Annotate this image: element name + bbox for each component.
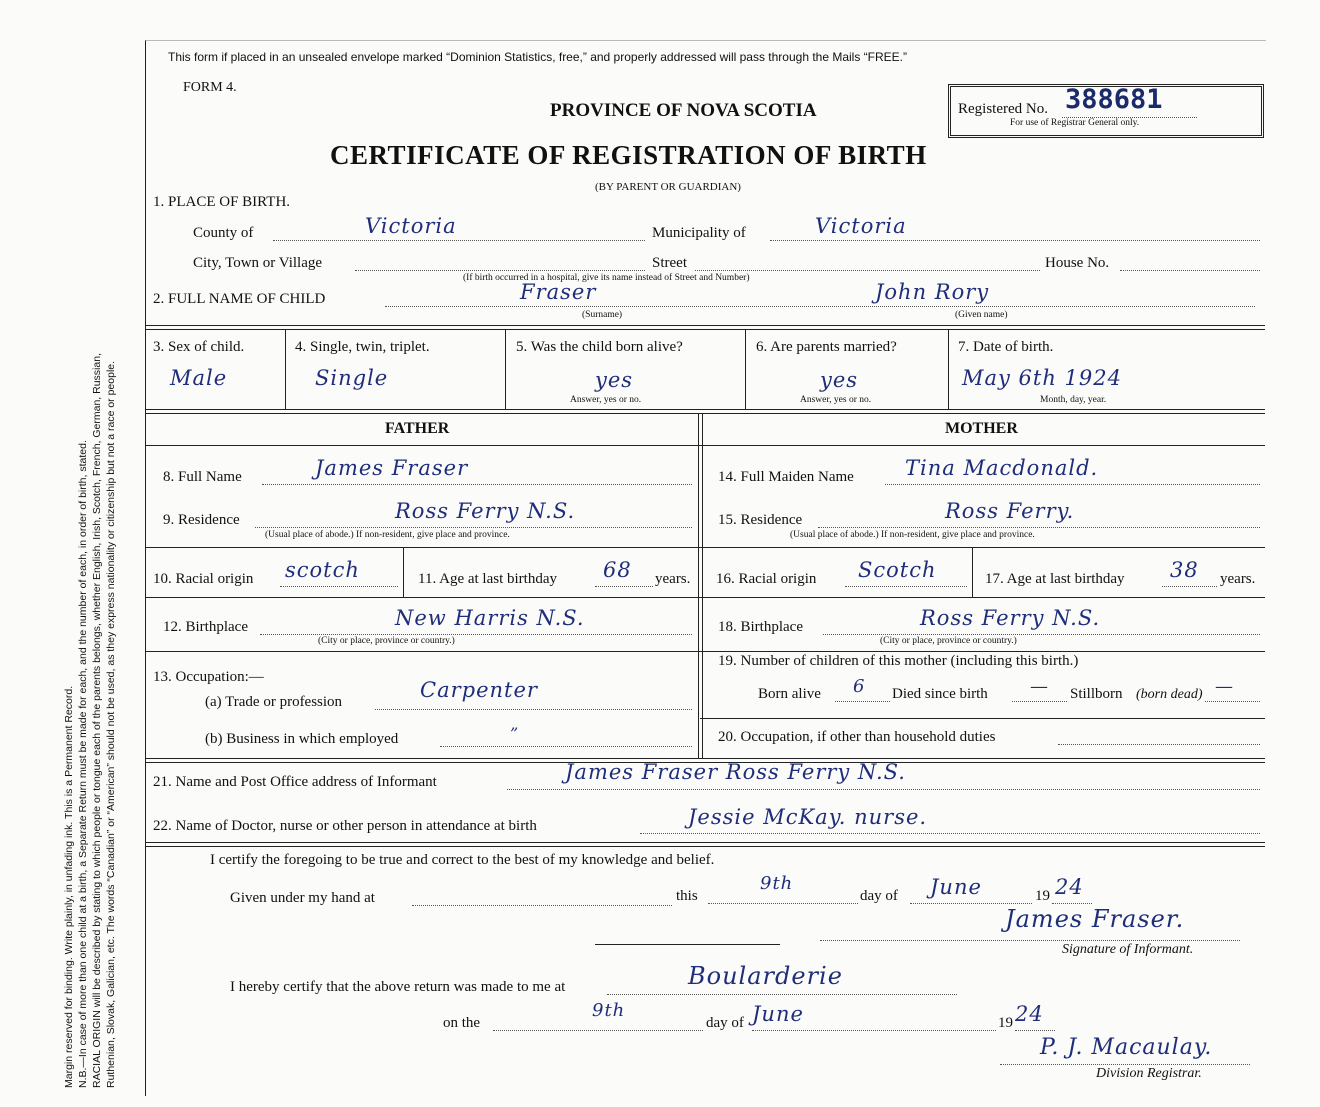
born-alive-value: 6 [853,676,866,697]
child-name-label: 2. FULL NAME OF CHILD [153,291,326,307]
province-title: PROVINCE OF NOVA SCOTIA [550,100,817,121]
county-value: Victoria [365,214,457,238]
married-note: Answer, yes or no. [800,395,872,405]
county-label: County of [193,225,254,241]
city-label: City, Town or Village [193,255,323,271]
father-age-value: 68 [603,558,632,582]
alive-label: 5. Was the child born alive? [516,339,683,355]
registrar-signature: P. J. Macaulay. [1040,1035,1213,1060]
mail-notice: This form if placed in an unsealed envelope marked “Dominion Statistics, free,” and properly addressed will pass through the Mails “FREE.” [168,50,908,64]
registration-place-value: Boularderie [688,962,843,990]
hospital-note: (If birth occurred in a hospital, give its name instead of Street and Number) [463,273,750,283]
father-birthplace-value: New Harris N.S. [395,606,585,630]
signature-label: Signature of Informant. [1062,942,1194,957]
child-given-value: John Rory [875,280,990,304]
registered-number: 388681 [1065,84,1163,115]
alive-value: yes [595,368,634,392]
margin-line-4: Ruthenian, Slovak, Galician, etc. The words “Canadian” or “American” should not be used, as they express nationality or citizenship but not a race or people. [105,360,117,1088]
mother-racial-label: 16. Racial origin [716,571,817,587]
certificate-subtitle: (BY PARENT OR GUARDIAN) [595,181,741,193]
father-birthplace-label: 12. Birthplace [163,619,248,635]
married-value: yes [820,368,859,392]
sex-value: Male [170,366,228,390]
father-heading: FATHER [385,420,450,437]
mother-birthplace-value: Ross Ferry N.S. [920,606,1101,630]
father-age-unit: years. [655,571,691,587]
municipality-label: Municipality of [652,225,746,241]
reg-day-of-label: day of [706,1015,744,1031]
child-surname-value: Fraser [520,280,597,304]
trade-label: (a) Trade or profession [205,694,343,710]
father-residence-value: Ross Ferry N.S. [395,499,576,523]
occupation-label: 13. Occupation:— [153,669,264,685]
day-of-label: day of [860,888,898,904]
cert-day-value: 9th [760,873,794,894]
given-under-label: Given under my hand at [230,890,375,906]
father-name-label: 8. Full Name [163,469,242,485]
father-residence-note: (Usual place of abode.) If non-resident, give place and province. [265,530,510,540]
business-label: (b) Business in which employed [205,731,399,747]
registrar-statement: I hereby certify that the above return was made to me at [230,979,566,995]
father-birthplace-note: (City or place, province or country.) [318,636,455,646]
mother-age-value: 38 [1170,558,1199,582]
cert-year-prefix: 19 [1035,888,1050,904]
informant-signature: James Fraser. [1005,905,1185,933]
mother-racial-value: Scotch [858,558,937,582]
father-racial-value: scotch [285,558,360,582]
doctor-value: Jessie McKay. nurse. [688,805,928,829]
died-label: Died since birth [892,686,988,702]
margin-instructions [62,88,118,1088]
stillborn-value: — [1215,676,1234,697]
registrar-label: Division Registrar. [1096,1066,1202,1081]
municipality-value: Victoria [815,214,907,238]
father-racial-label: 10. Racial origin [153,571,254,587]
informant-label: 21. Name and Post Office address of Informant [153,774,437,790]
cert-month-value: June [930,875,982,899]
street-label: Street [652,255,687,271]
surname-note: (Surname) [582,310,623,320]
mother-name-label: 14. Full Maiden Name [718,469,854,485]
reg-year-value: 24 [1015,1002,1044,1026]
form-number: FORM 4. [183,80,237,95]
certificate-title: CERTIFICATE OF REGISTRATION OF BIRTH [330,140,927,170]
mother-occupation-label: 20. Occupation, if other than household duties [718,729,996,745]
doctor-label: 22. Name of Doctor, nurse or other person in attendance at birth [153,818,537,834]
business-value: ” [510,724,520,743]
born-alive-label: Born alive [758,686,821,702]
reg-day-value: 9th [592,1000,626,1021]
married-label: 6. Are parents married? [756,339,897,355]
mother-residence-value: Ross Ferry. [945,499,1075,523]
alive-note: Answer, yes or no. [570,395,642,405]
dob-label: 7. Date of birth. [958,339,1054,355]
died-value: — [1030,676,1049,697]
registrar-note: For use of Registrar General only. [1010,118,1140,128]
father-name-value: James Fraser [315,456,469,480]
margin-line-3: RACIAL ORIGIN will be described by stating to which people or tongue each of the parents belongs, whether English, Irish, Scotch, French, German, Russian, [91,353,103,1088]
margin-line-2: N.B.—In case of more than one child at a birth, a Separate Return must be made for each, and the number of each, in order of birth, stated. [77,440,89,1088]
place-of-birth-label: 1. PLACE OF BIRTH. [153,194,291,210]
stillborn-note: (born dead) [1136,687,1203,702]
cert-year-value: 24 [1055,875,1084,899]
dob-note: Month, day, year. [1040,395,1107,405]
reg-year-prefix: 19 [998,1015,1013,1031]
mother-age-label: 17. Age at last birthday [985,571,1125,587]
reg-month-value: June [752,1002,804,1026]
mother-age-unit: years. [1220,571,1256,587]
this-label: this [676,888,698,904]
dob-value: May 6th 1924 [962,366,1123,390]
children-label: 19. Number of children of this mother (including this birth.) [718,653,1079,669]
on-the-label: on the [443,1015,481,1031]
house-label: House No. [1045,255,1110,271]
plurality-value: Single [315,366,389,390]
mother-residence-label: 15. Residence [718,512,803,528]
registered-label: Registered No. [958,101,1048,117]
mother-birthplace-label: 18. Birthplace [718,619,803,635]
father-age-label: 11. Age at last birthday [418,571,557,587]
mother-birthplace-note: (City or place, province or country.) [880,636,1017,646]
sex-label: 3. Sex of child. [153,339,245,355]
informant-value: James Fraser Ross Ferry N.S. [565,760,906,784]
father-residence-label: 9. Residence [163,512,240,528]
certify-statement: I certify the foregoing to be true and correct to the best of my knowledge and belief. [210,852,715,868]
given-note: (Given name) [955,310,1008,320]
stillborn-label: Stillborn [1070,686,1123,702]
mother-name-value: Tina Macdonald. [905,456,1099,480]
mother-heading: MOTHER [945,420,1018,437]
mother-residence-note: (Usual place of abode.) If non-resident, give place and province. [790,530,1035,540]
trade-value: Carpenter [420,678,538,702]
plurality-label: 4. Single, twin, triplet. [295,339,430,355]
margin-line-1: Margin reserved for binding. Write plainly, in unfading ink. This is a Permanent Record. [63,685,75,1088]
